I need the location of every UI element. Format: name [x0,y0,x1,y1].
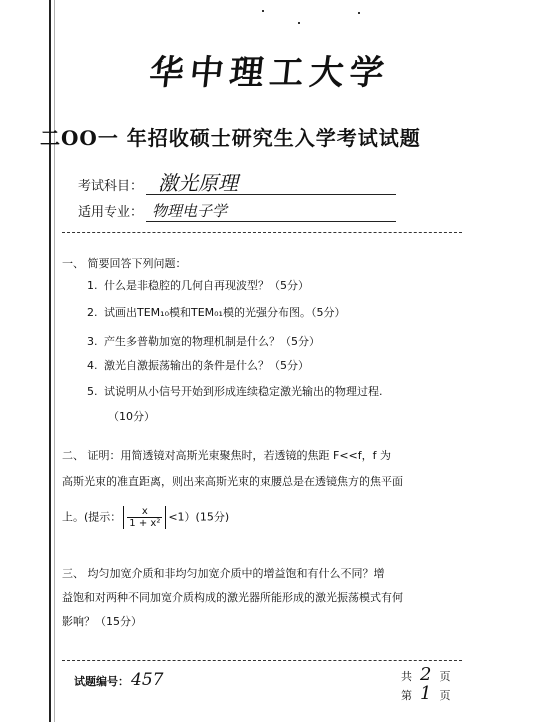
current-page-value: 1 [420,683,432,704]
total-pages-suffix: 页 [439,670,451,683]
fraction-denominator: 1 + x² [129,518,161,529]
major-label: 适用专业： [78,205,144,220]
question-number: 2. [87,306,98,319]
subject-value: 激光原理 [146,172,396,195]
hint-formula [123,506,166,529]
current-page [401,683,450,704]
section2-line: 二、 证明：用简透镜对高斯光束聚焦时，若透镜的焦距 F<<f，f 为 [62,449,391,462]
exam-code [74,670,163,690]
bottom-dashed-rule [62,660,462,661]
question-text: 激光自激振荡输出的条件是什么？（5分） [104,359,309,372]
question-points: （10分） [108,410,155,423]
question-number: 1. [87,279,98,292]
question-number: 5. [87,385,98,398]
question-text: 试说明从小信号开始到形成连续稳定激光输出的物理过程. [104,385,383,398]
university-name: 华中理工大学 [147,53,392,93]
scan-speck [262,10,264,12]
current-page-suffix: 页 [439,689,451,702]
scan-speck [358,12,360,14]
question-number: 4. [87,359,98,372]
total-pages-value: 2 [420,664,432,685]
section3-line: 三、 均匀加宽介质和非均匀加宽介质中的增益饱和有什么不同？增 [62,567,385,580]
question-text: 产生多普勒加宽的物理机制是什么？（5分） [104,335,320,348]
question-number: 3. [87,335,98,348]
binding-shadow-line [54,0,55,722]
section2-line: 高斯光束的准直距离，则出来高斯光束的束腰总是在透镜焦方的焦平面 [62,475,403,488]
hint-suffix: <1）(15分) [168,510,230,524]
total-pages [401,664,450,685]
section3-line: 影响？（15分） [62,615,142,628]
section1-heading: 一、 简要回答下列问题： [62,257,187,270]
exam-title: 二OO一 年招收硕士研究生入学考试试题 [40,126,421,150]
hint-fraction [127,506,162,529]
current-page-prefix: 第 [401,689,412,702]
major-value: 物理电子学 [146,200,396,222]
exam-code-value: 457 [131,670,164,690]
question-text: 什么是非稳腔的几何自再现波型？（5分） [104,279,309,292]
subject-label: 考试科目： [78,179,144,194]
binding-line [49,0,51,722]
total-pages-prefix: 共 [401,670,412,683]
fraction-numerator: x [127,506,162,518]
subject-row [78,172,396,195]
question-text: 试画出TEM₁₀模和TEM₀₁模的光强分布图。（5分） [104,306,346,319]
scan-speck [298,22,300,24]
section3-line: 益饱和对两种不同加宽介质构成的激光器所能形成的激光振荡模式有何 [62,591,403,604]
hint-prefix: 上。(提示： [62,510,122,524]
section2-hint-line [62,506,229,529]
top-dashed-rule [62,232,462,233]
exam-code-label: 试题编号： [74,675,129,688]
major-row [78,200,396,222]
